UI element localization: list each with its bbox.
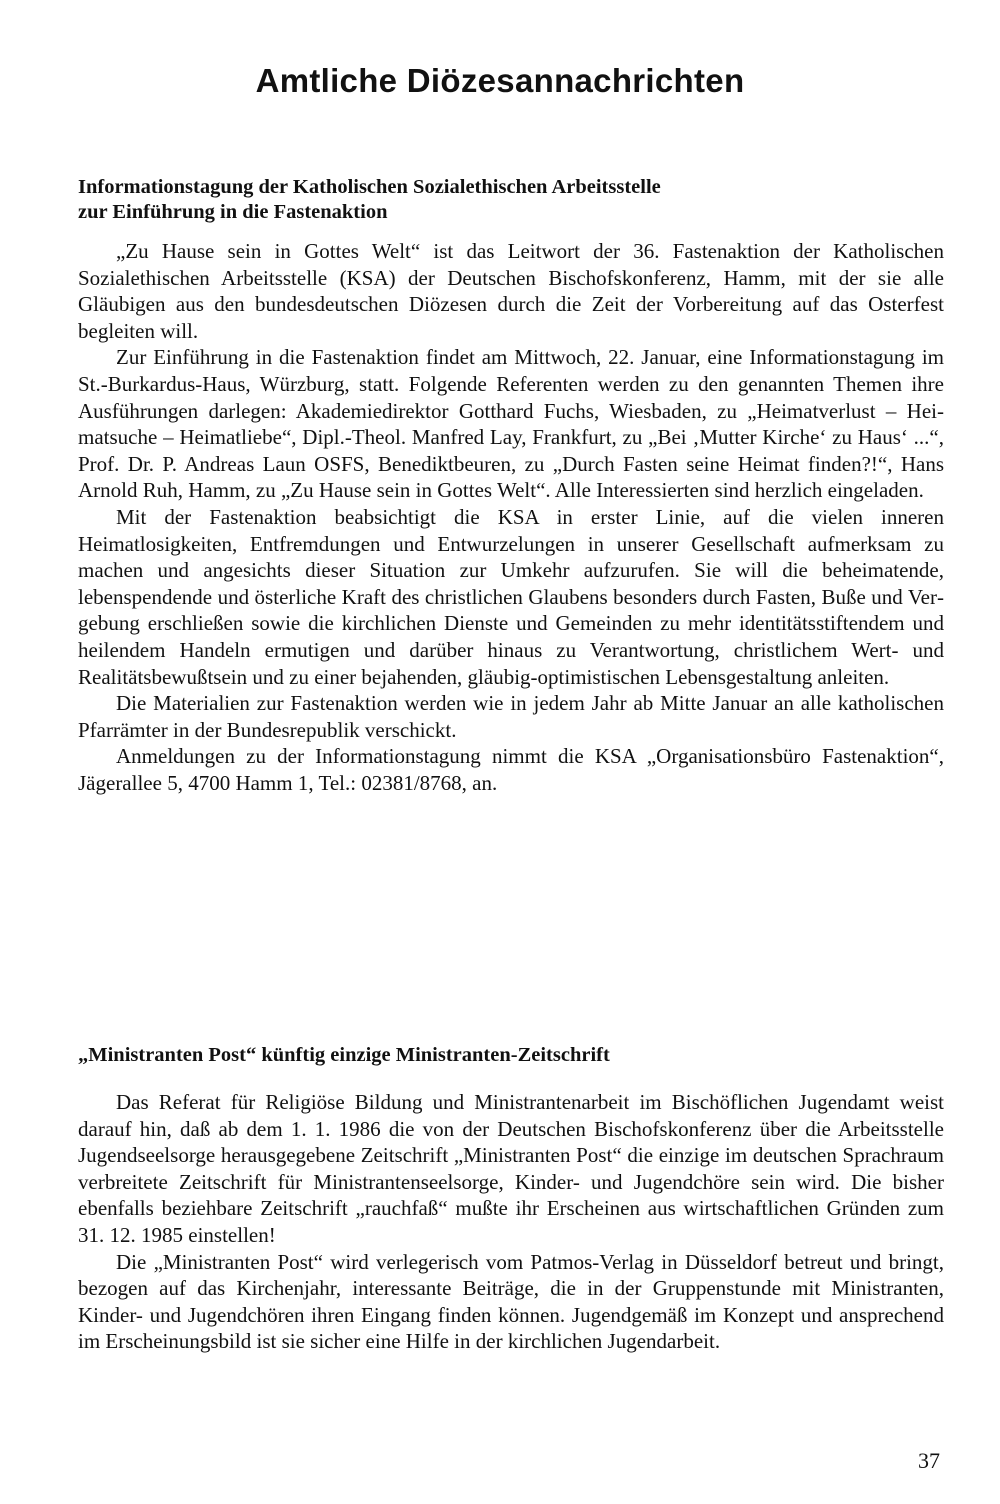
- article-ministranten-post: [78, 1043, 944, 1355]
- article-body: [78, 1089, 944, 1355]
- article-heading: [78, 175, 944, 225]
- article-fastenaktion: [78, 175, 944, 796]
- page-number: 37: [918, 1448, 940, 1473]
- article-heading-line: „Ministranten Post“ künftig einzige Ministranten-Zeitschrift: [78, 1044, 610, 1066]
- article-heading: [78, 1043, 944, 1068]
- paragraph: Anmeldungen zu der Informationstagung nimmt die KSA „Organisationsbüro Fastenaktion“, Jägerallee 5, 4700 Hamm 1, Tel.: 02381/8768, an.: [78, 744, 944, 795]
- page-title: Amtliche Diözesannachrichten: [255, 62, 745, 100]
- paragraph: Mit der Fastenaktion beabsichtigt die KSA in erster Linie, auf die vielen inneren Heimatlosigkeiten, Entfremdungen und Entwurzelungen in unserer Gesellschaft aufmerksam zu machen und angesichts dieser Situation zur Umkehr aufzurufen. Sie will die beheimatende, lebenspendende und österliche Kraft des christlichen Glaubens besonders durch Fasten, Buße und Vergebung erschließen sowie die kirchlichen Dienste und Gemeinden zu mehr identitätsstiftendem und heilendem Handeln ermutigen und darüber hinaus zu Verantwortung, christlichem Wert- und Realitätsbewußtsein und zu einer bejahenden, gläubig-optimistischen Lebensgestaltung anleiten.: [78, 504, 944, 689]
- paragraph: Die „Ministranten Post“ wird verlegerisch vom Patmos-Verlag in Düsseldorf betreut und bringt, bezogen auf das Kirchenjahr, interessante Beiträge, die in der Gruppenstunde mit Ministranten, Kinder- und Jugendchören ihren Eingang finden können. Jugendgemäß im Konzept und ansprechend im Erscheinungsbild ist sie sicher eine Hilfe in der kirchlichen Jugendarbeit.: [78, 1249, 944, 1354]
- article-heading-line: Informationstagung der Katholischen Sozialethischen Arbeitsstelle: [78, 176, 661, 198]
- paragraph: Zur Einführung in die Fastenaktion findet am Mittwoch, 22. Januar, eine Informationstagung im St.-Burkardus-Haus, Würzburg, statt. Folgende Referenten werden zu den genannten Themen ihre Ausführungen darlegen: Akademiedirektor Gotthard Fuchs, Wiesbaden, zu „Heimatverlust – Heimatsuche – Heimatliebe“, Dipl.-Theol. Manfred Lay, Frankfurt, zu „Bei ‚Mutter Kirche‘ zu Haus‘ ...“, Prof. Dr. P. Andreas Laun OSFS, Benediktbeuren, zu „Durch Fasten seine Heimat finden?!“, Hans Arnold Ruh, Hamm, zu „Zu Hause sein in Gottes Welt“. Alle Interessierten sind herzlich eingeladen.: [78, 345, 944, 503]
- paragraph: Die Materialien zur Fastenaktion werden wie in jedem Jahr ab Mitte Januar an alle katholischen Pfarrämter in der Bundesrepublik verschickt.: [78, 691, 944, 742]
- article-heading-line: zur Einführung in die Fastenaktion: [78, 201, 388, 223]
- article-body: [78, 238, 944, 796]
- paragraph: „Zu Hause sein in Gottes Welt“ ist das Leitwort der 36. Fastenaktion der Katholischen Sozialethischen Arbeitsstelle (KSA) der Deutschen Bischofskonferenz, Hamm, mit der sie alle Gläubigen aus den bundesdeutschen Diözesen durch die Zeit der Vorbereitung auf das Osterfest begleiten will.: [78, 239, 944, 343]
- paragraph: Das Referat für Religiöse Bildung und Ministrantenarbeit im Bischöflichen Jugendamt weist darauf hin, daß ab dem 1. 1. 1986 die von der Deutschen Bischofskonferenz über die Arbeitsstelle Jugendseelsorge herausgegebene Zeitschrift „Ministranten Post“ die einzige im deutschen Sprachraum verbreitete Zeitschrift für Ministrantenseelsorge, Kinder- und Jugendchöre sein wird. Die bisher ebenfalls beziehbare Zeitschrift „rauchfaß“ mußte ihr Erscheinen aus wirtschaftlichen Gründen zum 31. 12. 1985 einstellen!: [78, 1090, 944, 1247]
